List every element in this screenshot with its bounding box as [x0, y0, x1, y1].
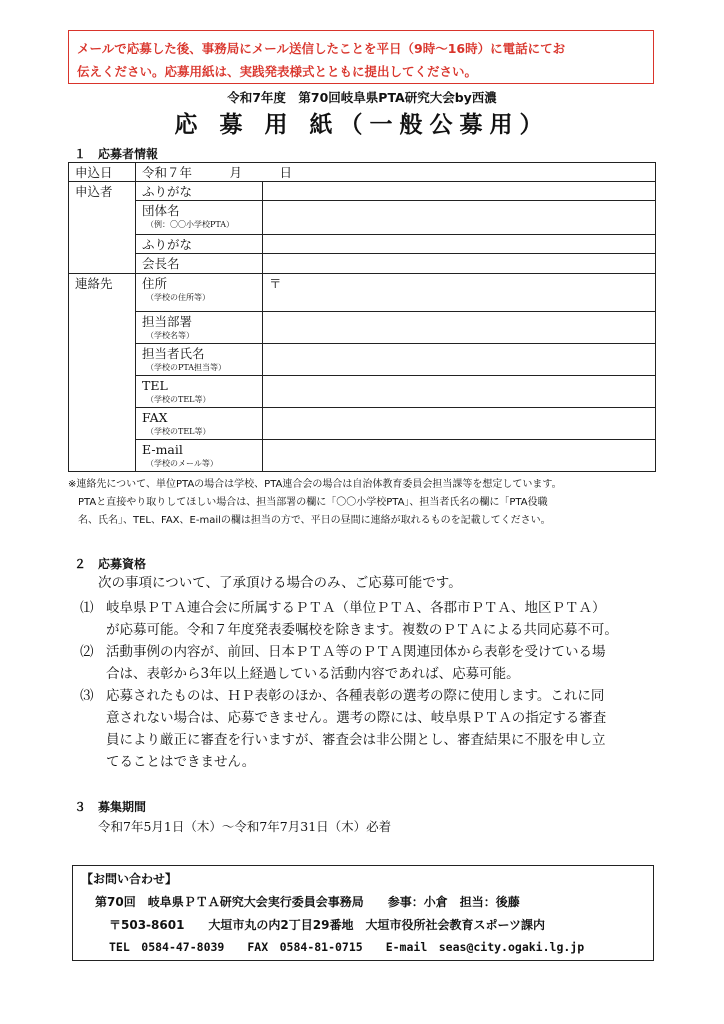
eligibility-item-3 — [80, 685, 670, 773]
email-note: （学校のメール等） — [146, 459, 218, 468]
fax-label: FAX — [142, 410, 168, 425]
org-label-cell — [136, 201, 263, 235]
contact-line-1: 第70回 岐阜県ＰＴＡ研究大会実行委員会事務局 参事：小倉 担当：後藤 — [95, 895, 520, 909]
footnote-line-2: PTAと直接やり取りしてほしい場合は、担当部署の欄に「〇〇小学校PTA」、担当者氏名の欄に「PTA役職 — [68, 497, 548, 508]
section-3-heading: ３ 募集期間 — [74, 800, 147, 814]
date-label: 申込日 — [75, 165, 113, 180]
dept-note: （学校名等） — [146, 331, 194, 340]
furigana-1-field[interactable] — [263, 182, 656, 201]
org-label: 団体名 — [142, 203, 180, 218]
form-title: 応 募 用 紙（一般公募用） — [174, 112, 550, 138]
section-1-heading: １ 応募者情報 — [74, 147, 159, 161]
email-label: E-mail — [142, 442, 183, 457]
item-2-line-2: 合は、表彰から3年以上経過している活動内容であれば、応募可能。 — [106, 666, 520, 682]
footnote-line-3: 名、氏名」、TEL、FAX、E-mailの欄は担当の方で、平日の昼間に連絡が取れるものを記載してください。 — [68, 515, 551, 526]
date-value: 令和７年 月 日 — [142, 165, 293, 180]
contact-box — [72, 865, 654, 961]
item-2-line-1: 活動事例の内容が、前回、日本ＰＴＡ等のＰＴＡ関連団体から表彰を受けている場 — [106, 644, 606, 660]
item-3-line-3: 員により厳正に審査を行いますが、審査会は非公開とし、審査結果に不服を申し立 — [106, 732, 606, 748]
event-subtitle: 令和7年度 第70回岐阜県PTA研究大会by西濃 — [227, 90, 497, 105]
contact-label-cell — [69, 274, 136, 472]
item-3-line-4: てることはできません。 — [106, 754, 256, 770]
fax-field[interactable] — [263, 408, 656, 440]
item-3-number: ⑶ — [80, 688, 94, 704]
item-3-line-1: 応募されたものは、ＨＰ表彰のほか、各種表彰の選考の際に使用します。これに同 — [106, 688, 605, 704]
org-example: （例：〇〇小学校PTA） — [146, 220, 235, 229]
tel-field[interactable] — [263, 376, 656, 408]
postal-mark: 〒 — [269, 276, 282, 291]
footnote-line-1: ※連絡先について、単位PTAの場合は学校、PTA連合会の場合は自治体教育委員会担当課等を想定しています。 — [68, 479, 562, 490]
furigana-1-label-cell — [136, 182, 263, 201]
eligibility-item-2 — [80, 641, 670, 685]
section-2-heading: ２ 応募資格 — [74, 557, 147, 571]
tel-note: （学校のTEL等） — [146, 395, 211, 404]
furigana-2-label: ふりがな — [142, 237, 193, 252]
application-form-table — [68, 162, 656, 472]
address-field[interactable] — [263, 274, 656, 312]
tel-label-cell — [136, 376, 263, 408]
application-period: 令和7年5月1日（木）〜令和7年7月31日（木）必着 — [98, 819, 392, 834]
chair-field[interactable] — [263, 254, 656, 274]
item-2-number: ⑵ — [80, 644, 94, 660]
person-label: 担当者氏名 — [142, 346, 205, 361]
item-1-line-2: が応募可能。令和７年度発表委嘱校を除きます。複数のＰＴＡによる共同応募不可。 — [106, 622, 618, 638]
chair-label: 会長名 — [142, 256, 180, 271]
contact-line-3: TEL 0584-47-8039 FAX 0584-81-0715 E-mail seas@city.ogaki.lg.jp — [109, 940, 585, 954]
person-label-cell — [136, 344, 263, 376]
item-3-line-2: 意されない場合は、応募できません。選考の際には、岐阜県ＰＴＡの指定する審査 — [106, 710, 607, 726]
fax-note: （学校のTEL等） — [146, 427, 211, 436]
address-label-cell — [136, 274, 263, 312]
contact-label: 連絡先 — [75, 276, 113, 291]
dept-field[interactable] — [263, 312, 656, 344]
furigana-1-label: ふりがな — [142, 184, 193, 199]
notice-box — [68, 30, 654, 84]
applicant-label: 申込者 — [75, 184, 113, 199]
address-note: （学校の住所等） — [146, 293, 210, 302]
eligibility-intro: 次の事項について、了承頂ける場合のみ、ご応募可能です。 — [98, 575, 462, 591]
item-1-line-1: 岐阜県ＰＴＡ連合会に所属するＰＴＡ（単位ＰＴＡ、各郡市ＰＴＡ、地区ＰＴＡ） — [106, 600, 606, 616]
email-field[interactable] — [263, 440, 656, 472]
applicant-label-cell — [69, 182, 136, 274]
address-label: 住所 — [142, 276, 168, 291]
tel-label: TEL — [142, 378, 168, 393]
chair-label-cell — [136, 254, 263, 274]
org-field[interactable] — [263, 201, 656, 235]
furigana-2-label-cell — [136, 235, 263, 254]
furigana-2-field[interactable] — [263, 235, 656, 254]
dept-label: 担当部署 — [142, 314, 193, 329]
date-label-cell — [69, 163, 136, 182]
fax-label-cell — [136, 408, 263, 440]
notice-line-1: メールで応募した後、事務局にメール送信したことを平日（9時〜16時）に電話にてお — [77, 41, 566, 56]
email-label-cell — [136, 440, 263, 472]
eligibility-item-1 — [80, 597, 670, 641]
item-1-number: ⑴ — [80, 600, 94, 616]
contact-footnote — [68, 476, 668, 530]
contact-heading: 【お問い合わせ】 — [81, 872, 178, 886]
date-field[interactable] — [136, 163, 656, 182]
notice-line-2: 伝えください。応募用紙は、実践発表様式とともに提出してください。 — [77, 64, 478, 79]
person-note: （学校のPTA担当等） — [146, 363, 227, 372]
person-field[interactable] — [263, 344, 656, 376]
dept-label-cell — [136, 312, 263, 344]
contact-line-2: 〒503-8601 大垣市丸の内2丁目29番地 大垣市役所社会教育スポーツ課内 — [109, 918, 545, 932]
